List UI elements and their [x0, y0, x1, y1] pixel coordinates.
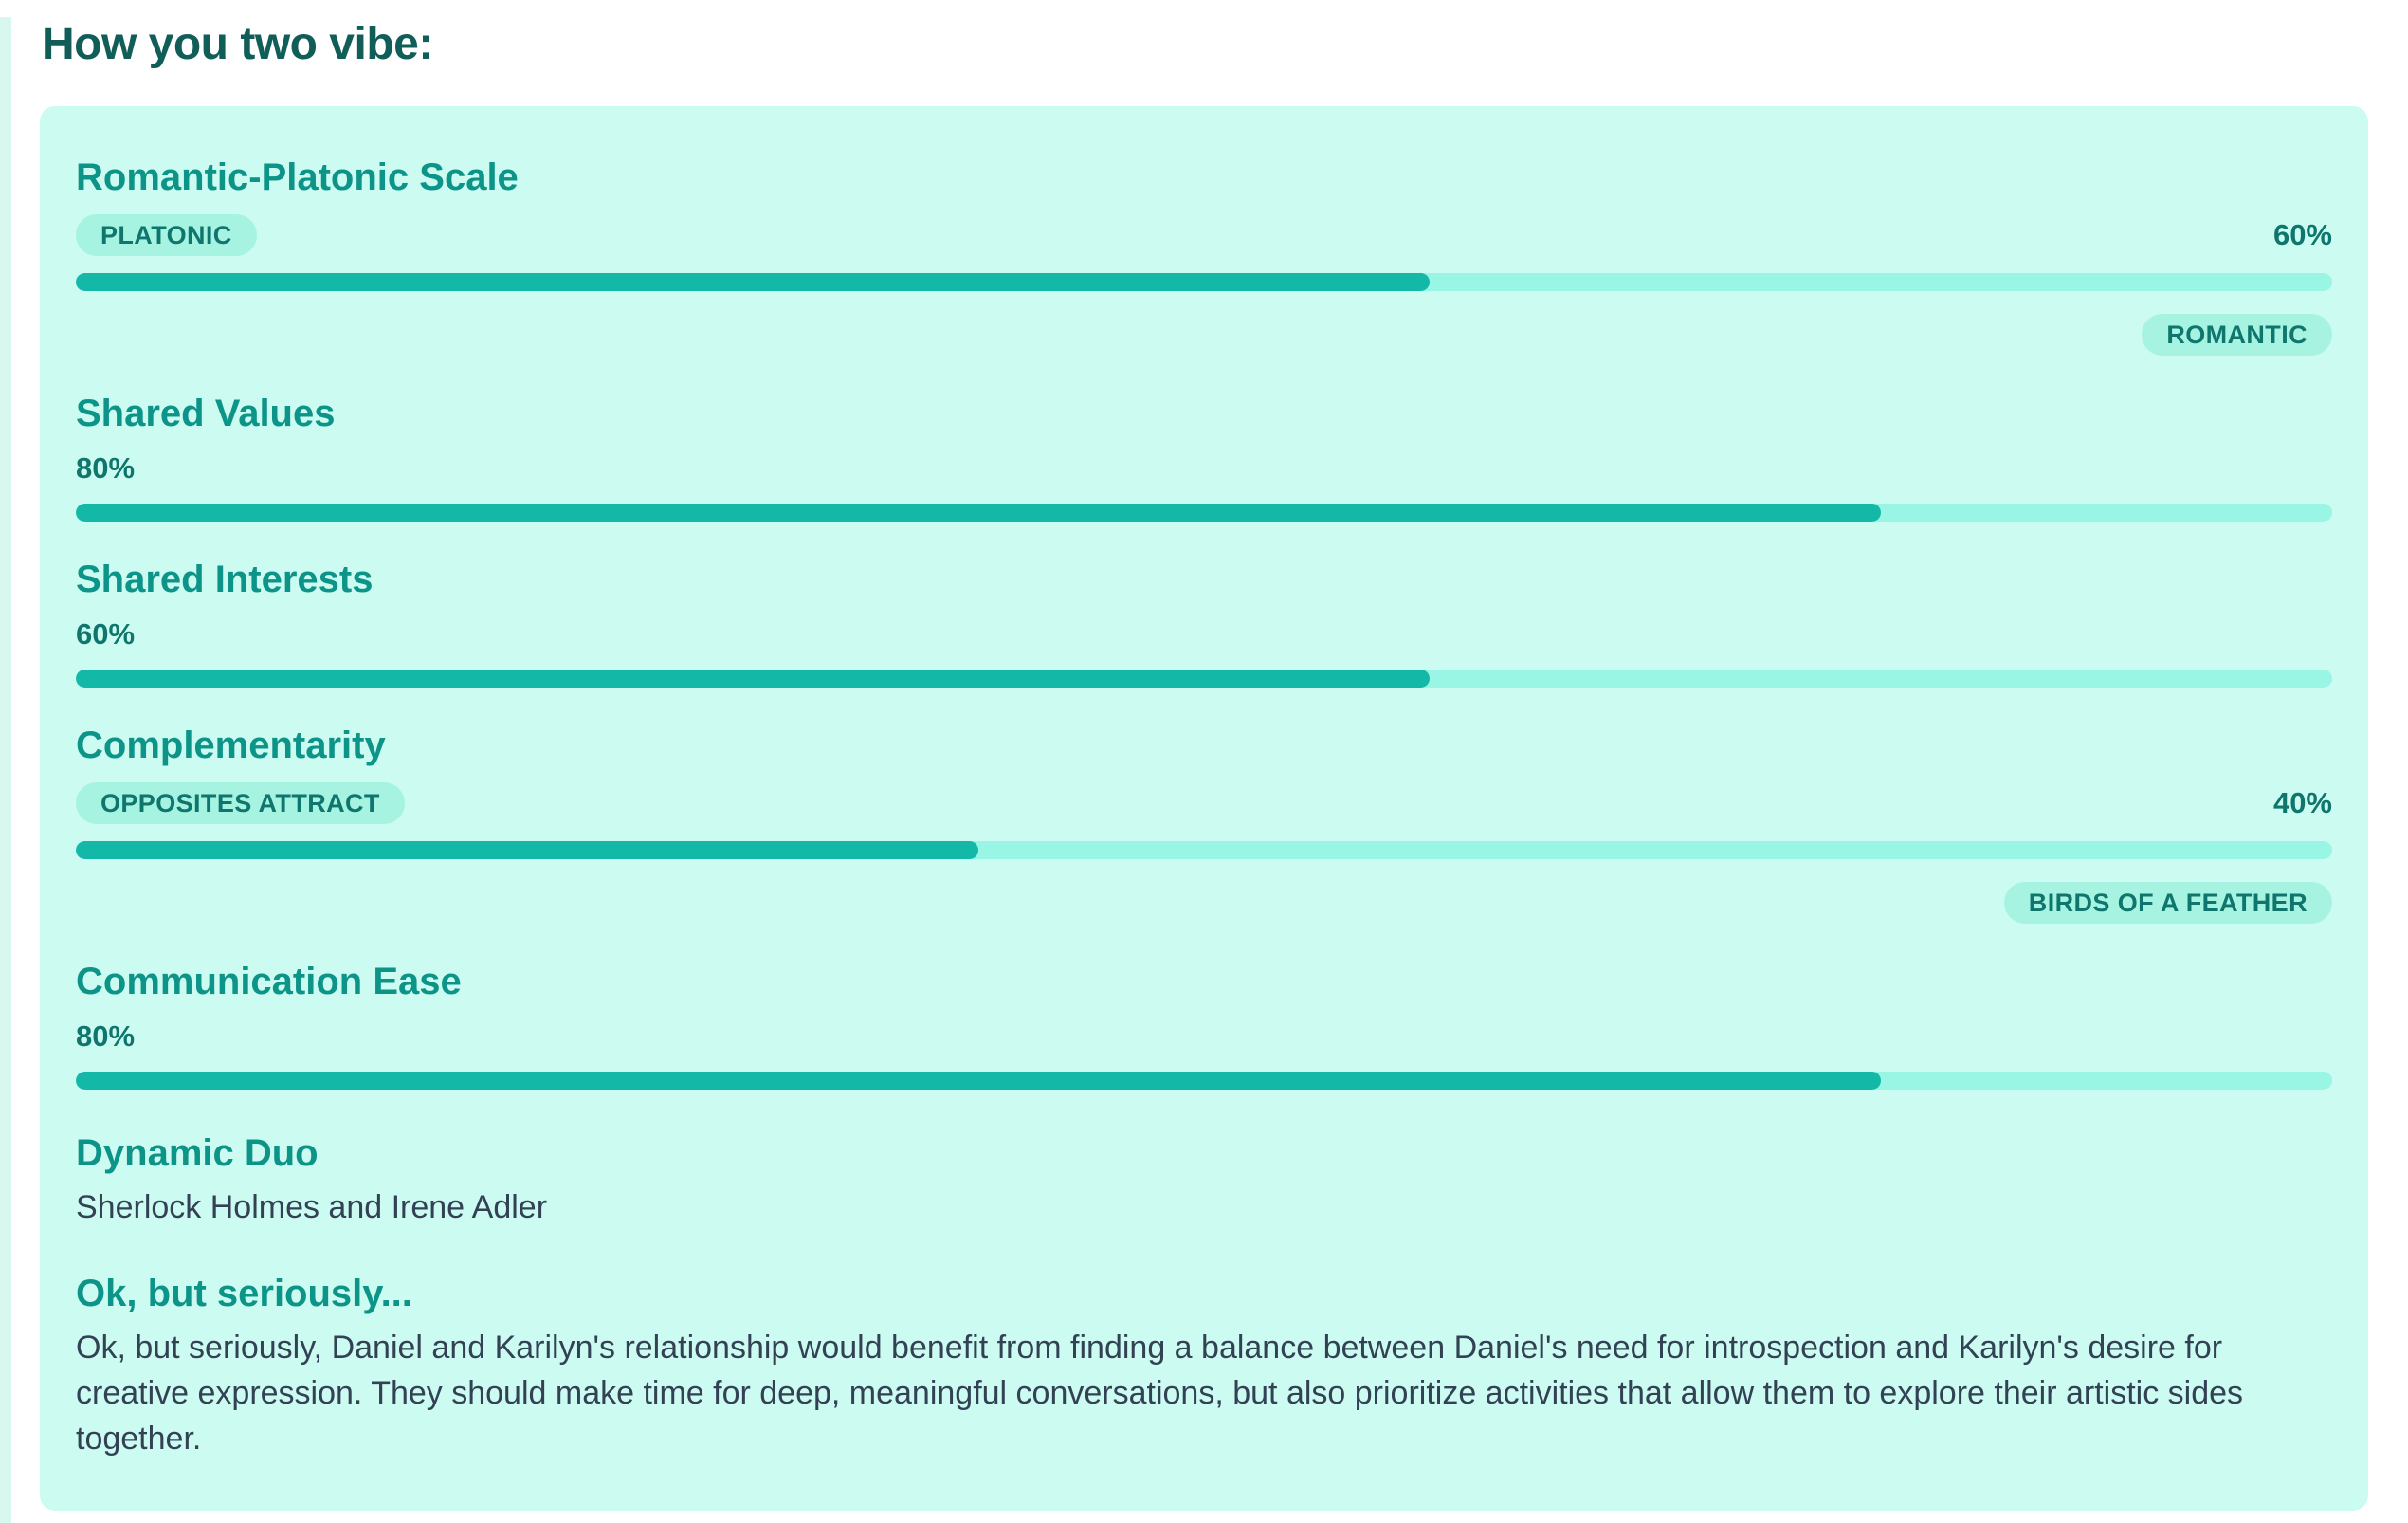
- opposites-attract-badge: OPPOSITES ATTRACT: [76, 782, 405, 824]
- meter-head-row: [76, 1018, 2332, 1055]
- left-edge-strip: [0, 17, 11, 1523]
- platonic-badge: PLATONIC: [76, 214, 257, 256]
- meter-shared-values: [76, 392, 2332, 522]
- end-badge-row: [76, 314, 2332, 356]
- meter-romantic-platonic-scale: [76, 156, 2332, 356]
- meter-value: 80%: [76, 1019, 136, 1053]
- meter-value: 60%: [76, 617, 136, 651]
- meter-shared-interests: [76, 558, 2332, 688]
- meter-value: 80%: [76, 451, 136, 485]
- meter-head-row: [76, 450, 2332, 486]
- progress-track: [76, 841, 2332, 859]
- romantic-badge: ROMANTIC: [2142, 314, 2332, 356]
- page-title: How you two vibe:: [42, 19, 433, 69]
- progress-fill: [76, 273, 1430, 291]
- meter-label: Shared Values: [76, 393, 336, 434]
- meter-list: [76, 156, 2332, 1090]
- meter-head-row: [76, 616, 2332, 652]
- progress-track: [76, 670, 2332, 688]
- meter-label: Complementarity: [76, 725, 386, 766]
- end-badge-row: [76, 882, 2332, 924]
- progress-fill: [76, 670, 1430, 688]
- meter-value: 60%: [2272, 218, 2332, 251]
- vibe-card: [40, 106, 2368, 1511]
- meter-label: Communication Ease: [76, 961, 462, 1002]
- dynamic-duo-names: Sherlock Holmes and Irene Adler: [76, 1189, 548, 1225]
- meter-label: Romantic-Platonic Scale: [76, 156, 519, 198]
- progress-fill: [76, 504, 1881, 522]
- seriously-heading: Ok, but seriously...: [76, 1273, 412, 1314]
- meter-communication-ease: [76, 960, 2332, 1090]
- seriously-section: [76, 1272, 2332, 1461]
- meter-value: 40%: [2272, 786, 2332, 819]
- seriously-text: Ok, but seriously, Daniel and Karilyn's relationship would benefit from finding a balance between Daniel's need for introspection and Karilyn's desire for creative expression. They should make time for deep, meaningful conversations, but also prioritize activities that allow them to explore their artistic sides together.: [76, 1330, 2244, 1457]
- progress-track: [76, 504, 2332, 522]
- meter-head-row: [76, 214, 2332, 256]
- progress-track: [76, 273, 2332, 291]
- birds-of-a-feather-badge: BIRDS OF A FEATHER: [2004, 882, 2332, 924]
- progress-fill: [76, 841, 978, 859]
- meter-label: Shared Interests: [76, 559, 374, 600]
- dynamic-duo-heading: Dynamic Duo: [76, 1132, 319, 1174]
- meter-head-row: [76, 782, 2332, 824]
- progress-track: [76, 1072, 2332, 1090]
- meter-complementarity: [76, 724, 2332, 924]
- dynamic-duo-section: [76, 1131, 2332, 1230]
- progress-fill: [76, 1072, 1881, 1090]
